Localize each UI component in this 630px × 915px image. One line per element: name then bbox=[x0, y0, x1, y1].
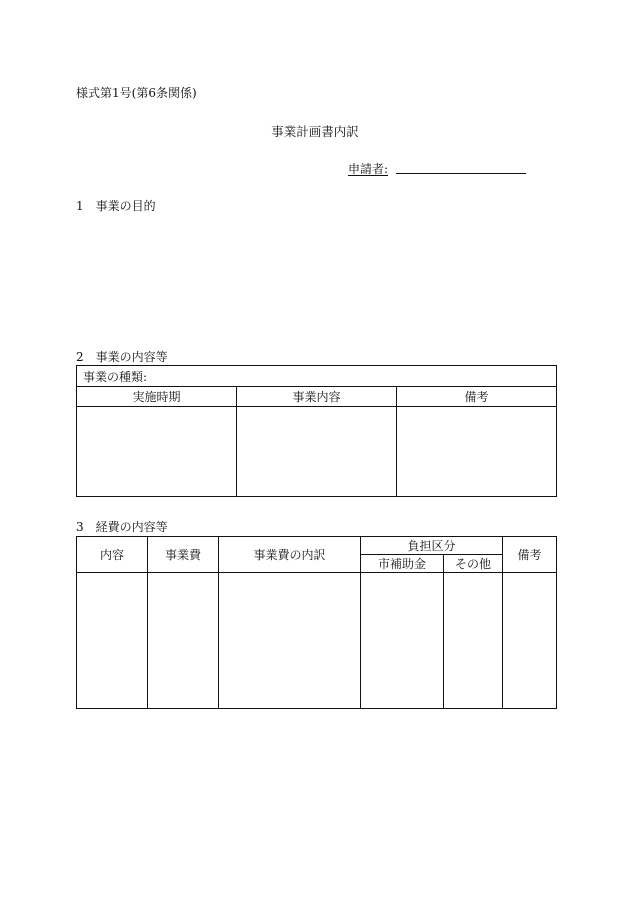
form-number: 様式第1号(第6条関係) bbox=[76, 86, 197, 100]
applicant-label: 申請者: bbox=[348, 162, 389, 176]
applicant-field bbox=[348, 160, 388, 177]
column-header-expense-breakdown: 事業費の内訳 bbox=[219, 537, 361, 573]
document-title: 事業計画書内訳 bbox=[271, 124, 359, 139]
column-header-expense-content: 内容 bbox=[77, 537, 148, 573]
expense-breakdown-cell[interactable] bbox=[219, 573, 361, 709]
remarks-cell[interactable] bbox=[397, 407, 557, 497]
section-1-heading: 1 事業の目的 bbox=[76, 199, 156, 213]
column-header-city-subsidy: 市補助金 bbox=[361, 555, 444, 573]
expense-content-cell[interactable] bbox=[77, 573, 148, 709]
expense-table bbox=[76, 536, 557, 709]
section-3-heading: 3 経費の内容等 bbox=[76, 520, 168, 534]
column-header-expense-cost: 事業費 bbox=[148, 537, 219, 573]
column-header-content: 事業内容 bbox=[237, 387, 397, 407]
business-type-label: 事業の種類: bbox=[83, 369, 148, 384]
expense-cost-cell[interactable] bbox=[148, 573, 219, 709]
column-header-expense-remarks: 備考 bbox=[503, 537, 557, 573]
business-content-table bbox=[76, 365, 557, 497]
section-2-heading: 2 事業の内容等 bbox=[76, 350, 168, 364]
column-header-remarks: 備考 bbox=[397, 387, 557, 407]
column-header-other: その他 bbox=[444, 555, 503, 573]
column-header-period: 実施時期 bbox=[77, 387, 237, 407]
period-cell[interactable] bbox=[77, 407, 237, 497]
applicant-signature-line[interactable] bbox=[396, 173, 526, 174]
expense-remarks-cell[interactable] bbox=[503, 573, 557, 709]
business-type-cell[interactable] bbox=[77, 366, 557, 387]
content-cell[interactable] bbox=[237, 407, 397, 497]
column-header-burden: 負担区分 bbox=[361, 537, 503, 555]
other-cell[interactable] bbox=[444, 573, 503, 709]
city-subsidy-cell[interactable] bbox=[361, 573, 444, 709]
